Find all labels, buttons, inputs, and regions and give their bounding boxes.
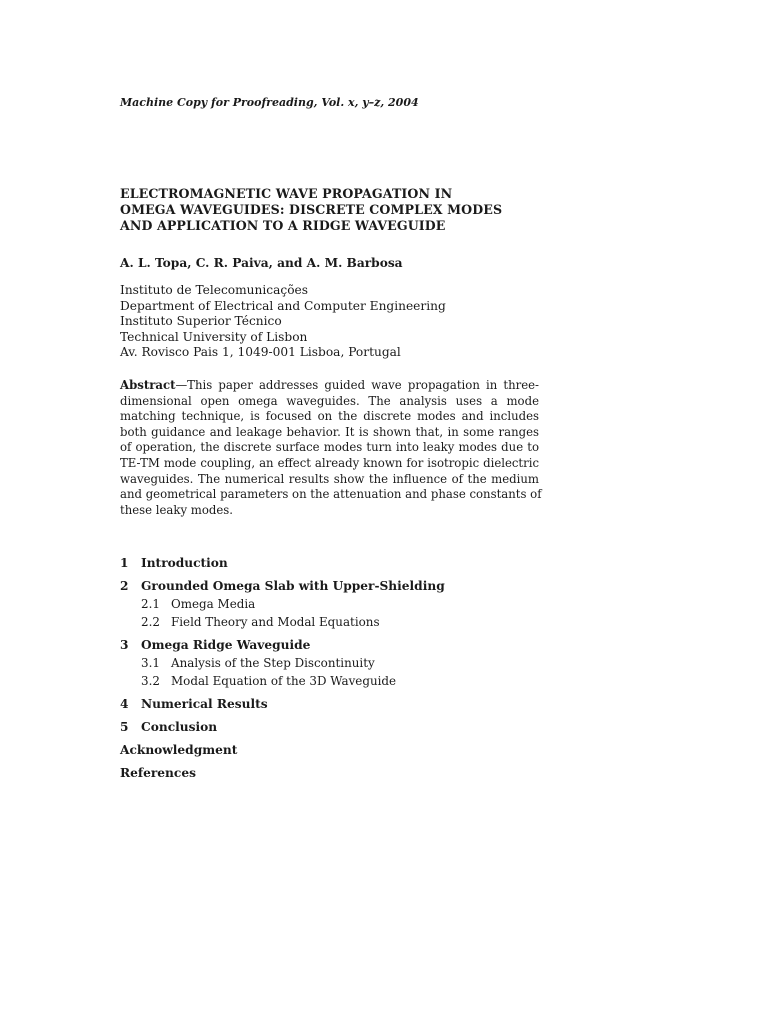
abstract-line: these leaky modes.: [120, 502, 234, 517]
toc-section-label: Numerical Results: [141, 697, 268, 711]
toc-section-number: 1: [120, 556, 129, 570]
toc-section-label: Introduction: [141, 556, 228, 570]
abstract-line: both guidance and leakage behavior. It is shown that, in some ranges: [120, 424, 539, 439]
table-of-contents: [120, 554, 445, 782]
toc-section-acknowledgment[interactable]: [120, 741, 445, 759]
toc-section-label: Grounded Omega Slab with Upper-Shielding: [141, 579, 445, 593]
abstract-line: of operation, the discrete surface modes turn into leaky modes due to: [120, 440, 539, 455]
toc-section-introduction[interactable]: [120, 554, 445, 572]
affiliation-block: [120, 283, 446, 361]
abstract-line: TE-TM mode coupling, an effect already known for isotropic dielectric: [120, 455, 539, 470]
author-list: A. L. Topa, C. R. Paiva, and A. M. Barbosa: [120, 256, 403, 270]
abstract-line: waveguides. The numerical results show the influence of the medium: [120, 471, 539, 486]
journal-header: Machine Copy for Proofreading, Vol. x, y–z, 2004: [120, 96, 419, 109]
toc-section-number: 3: [120, 638, 129, 652]
affiliation-line: Department of Electrical and Computer Engineering: [120, 298, 446, 313]
toc-section-references[interactable]: [120, 764, 445, 782]
abstract: [120, 378, 542, 518]
abstract-text: —This paper addresses guided wave propagation in three-: [175, 378, 539, 392]
affiliation-line: Instituto Superior Técnico: [120, 314, 282, 328]
title-line: OMEGA WAVEGUIDES: DISCRETE COMPLEX MODES: [120, 202, 503, 217]
toc-subsection-number: 2.1: [141, 597, 160, 611]
toc-section-number: 2: [120, 579, 129, 593]
abstract-line: matching technique, is focused on the discrete modes and includes: [120, 409, 539, 424]
abstract-lead: Abstract: [120, 378, 176, 392]
toc-section-grounded-omega-slab[interactable]: [120, 577, 445, 595]
toc-section-number: 5: [120, 720, 129, 734]
title-line: AND APPLICATION TO A RIDGE WAVEGUIDE: [120, 218, 446, 233]
toc-subsection-field-theory[interactable]: [120, 613, 445, 631]
toc-section-label: References: [120, 766, 196, 780]
abstract-line: dimensional open omega waveguides. The analysis uses a mode: [120, 393, 539, 408]
affiliation-line: Technical University of Lisbon: [120, 329, 308, 344]
toc-subsection-number: 3.2: [141, 674, 160, 688]
toc-subsection-modal-equation[interactable]: [120, 672, 445, 690]
toc-subsection-label: Field Theory and Modal Equations: [171, 615, 380, 629]
toc-section-omega-ridge-waveguide[interactable]: [120, 636, 445, 654]
toc-section-label: Acknowledgment: [120, 743, 238, 757]
toc-section-numerical-results[interactable]: [120, 695, 445, 713]
toc-section-conclusion[interactable]: [120, 718, 445, 736]
paper-title: [120, 186, 502, 234]
toc-section-label: Omega Ridge Waveguide: [141, 638, 311, 652]
toc-subsection-label: Omega Media: [171, 597, 256, 611]
toc-section-label: Conclusion: [141, 720, 218, 734]
toc-subsection-number: 3.1: [141, 656, 160, 670]
toc-subsection-number: 2.2: [141, 615, 160, 629]
toc-section-number: 4: [120, 697, 129, 711]
toc-subsection-omega-media[interactable]: [120, 595, 445, 613]
title-line: ELECTROMAGNETIC WAVE PROPAGATION IN: [120, 186, 453, 201]
toc-subsection-step-discontinuity[interactable]: [120, 654, 445, 672]
toc-subsection-label: Analysis of the Step Discontinuity: [171, 656, 375, 670]
abstract-line: and geometrical parameters on the attenuation and phase constants of: [120, 487, 542, 502]
affiliation-line: Av. Rovisco Pais 1, 1049-001 Lisboa, Portugal: [120, 345, 401, 359]
toc-subsection-label: Modal Equation of the 3D Waveguide: [171, 674, 397, 688]
abstract-line: [120, 378, 539, 394]
affiliation-line: Instituto de Telecomunicações: [120, 283, 309, 297]
